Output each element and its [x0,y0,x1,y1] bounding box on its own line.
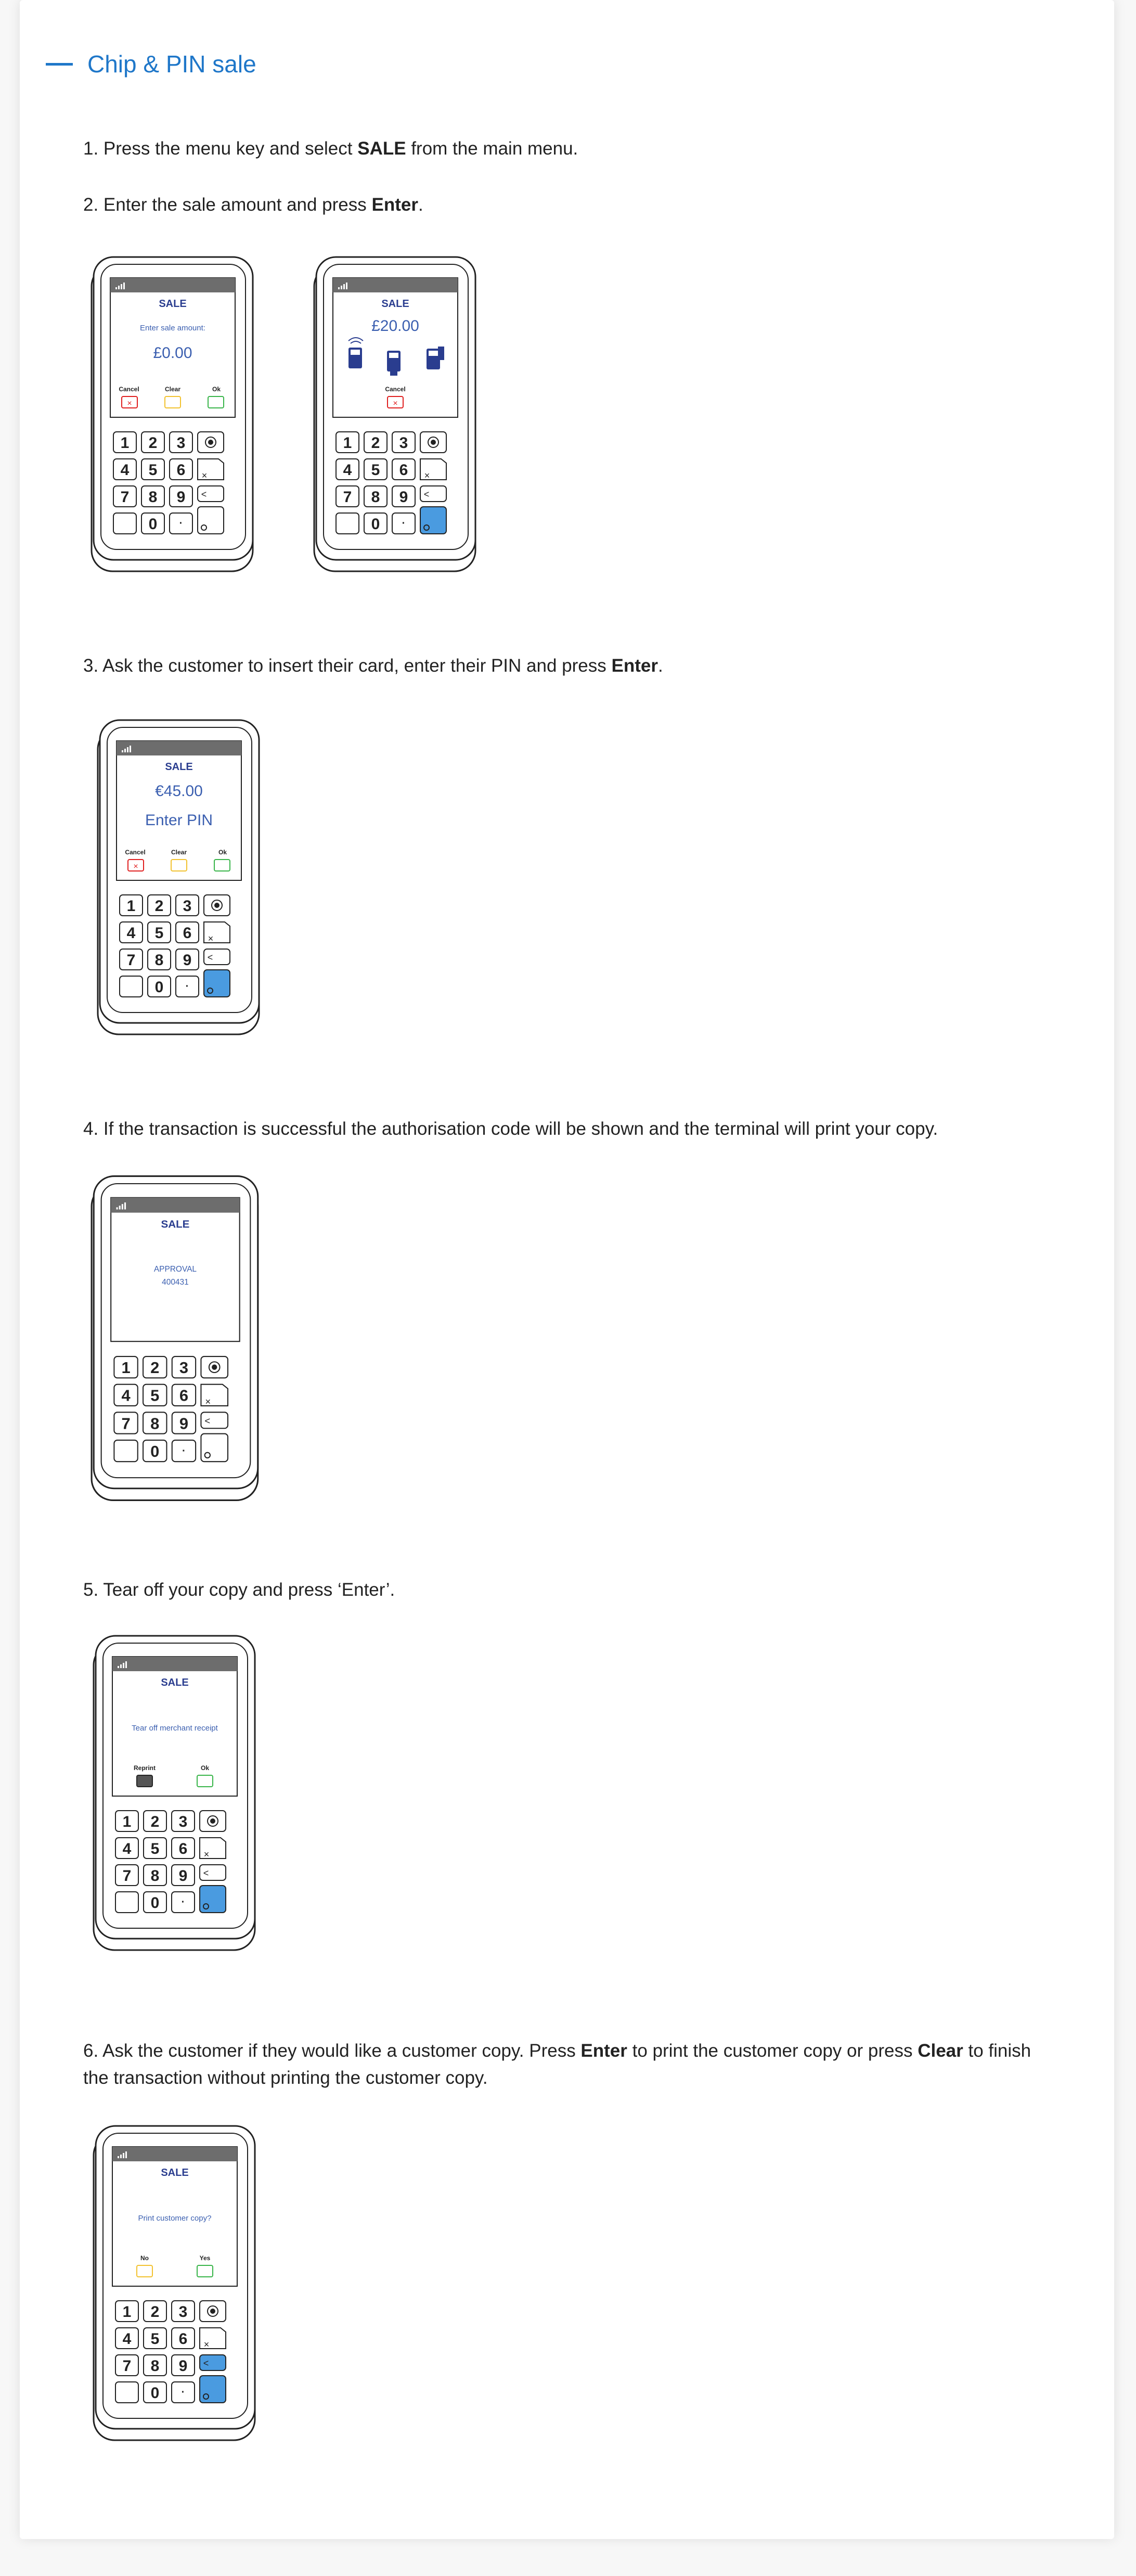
svg-text:1: 1 [343,434,352,452]
step-text: to print the customer copy or press [627,2041,918,2061]
softkey-label: Cancel [385,386,406,393]
svg-text:7: 7 [122,2357,132,2375]
svg-text:7: 7 [343,489,352,506]
terminal-approval [91,1174,262,1503]
svg-text:7: 7 [121,1414,131,1433]
step-emphasis: Clear [918,2041,963,2061]
svg-text:<: < [201,489,207,499]
svg-text:8: 8 [150,2357,160,2375]
softkey-label: Clear [171,849,187,856]
svg-text:0: 0 [154,979,164,996]
screen-amount: £0.00 [153,344,192,362]
svg-text:·: · [182,1444,186,1457]
svg-text:2: 2 [150,1813,160,1830]
svg-text:×: × [208,933,214,944]
svg-text:×: × [201,470,208,481]
svg-text:·: · [402,518,406,529]
heading-dash [46,63,73,66]
screen-title: SALE [165,761,193,773]
ok-softkey[interactable] [208,396,224,408]
screen-title: SALE [161,2167,189,2178]
svg-text:1: 1 [122,2303,132,2321]
step-emphasis: Enter [371,195,418,215]
svg-text:4: 4 [120,462,130,479]
svg-text:6: 6 [178,2330,188,2348]
svg-text:·: · [181,2387,185,2398]
svg-text:9: 9 [176,489,186,506]
svg-text:<: < [204,1415,211,1426]
step-2 [83,191,1061,219]
svg-text:7: 7 [126,952,136,969]
svg-text:2: 2 [371,434,380,452]
svg-text:7: 7 [122,1867,132,1885]
svg-text:2: 2 [148,434,158,452]
svg-text:8: 8 [150,1414,160,1433]
svg-text:4: 4 [122,2330,132,2348]
terminal-present-card [313,255,480,573]
content-card [20,0,1114,2539]
svg-text:6: 6 [183,925,192,942]
svg-text:9: 9 [178,1867,188,1885]
step-5 [83,1577,1061,1604]
svg-text:×: × [203,1849,210,1860]
svg-text:5: 5 [150,1386,160,1405]
step-text: 2. Enter the sale amount and press [83,195,372,215]
svg-text:·: · [181,1896,185,1908]
terminal-enter-pin [97,718,263,1036]
svg-text:6: 6 [178,1840,188,1857]
svg-text:9: 9 [399,489,408,506]
ok-softkey[interactable] [197,1775,213,1787]
step-text: . [418,195,423,215]
svg-text:·: · [185,981,189,992]
terminal-illustration [91,1174,262,1503]
ok-softkey[interactable] [214,860,230,871]
svg-text:<: < [203,2358,209,2368]
page-title: Chip & PIN sale [87,50,256,78]
softkey-label: Cancel [119,386,139,393]
screen-amount: €45.00 [155,783,203,800]
terminal-illustration [93,1634,259,1952]
softkey-label: Ok [212,386,221,393]
svg-text:2: 2 [150,2303,160,2321]
svg-text:5: 5 [150,2330,160,2348]
step-6 [83,2037,1061,2092]
step-4 [83,1116,1061,1143]
step-text: 4. If the transaction is successful the authorisation code will be shown and the terminal will print your copy. [83,1119,938,1139]
svg-text:5: 5 [154,925,164,942]
step-text: . [657,656,663,676]
terminal-illustration [91,255,257,573]
step-text: 6. Ask the customer if they would like a customer copy. Press [83,2041,581,2061]
screen-title: SALE [159,298,187,310]
step-text: 1. Press the menu key and select [83,138,358,159]
svg-text:<: < [423,489,430,499]
svg-text:2: 2 [150,1359,160,1377]
svg-text:0: 0 [148,516,158,533]
svg-text:3: 3 [176,434,186,452]
svg-text:0: 0 [371,516,380,533]
svg-text:0: 0 [150,1442,160,1460]
screen-amount: £20.00 [371,317,419,335]
step-text: to finish the transaction without printing the customer copy. [83,2041,1031,2088]
svg-text:×: × [203,2339,210,2350]
svg-text:4: 4 [343,462,352,479]
svg-text:3: 3 [183,898,192,915]
softkey-label: Yes [199,2254,211,2262]
softkey-label: Clear [164,386,181,393]
step-1 [83,135,1061,162]
svg-text:9: 9 [178,2357,188,2375]
svg-text:×: × [205,1395,211,1407]
svg-text:×: × [393,399,398,408]
svg-text:×: × [424,470,430,481]
terminal-illustration [97,718,263,1036]
screen-prompt: Enter PIN [145,812,213,829]
svg-text:5: 5 [150,1840,160,1857]
step-3 [83,652,1061,680]
svg-text:4: 4 [126,925,136,942]
svg-text:0: 0 [150,2385,160,2402]
yes-softkey[interactable] [197,2265,213,2277]
softkey-label: Ok [218,849,227,856]
step-text: 5. Tear off your copy and press ‘Enter’. [83,1580,395,1600]
step-emphasis: Enter [580,2041,627,2061]
svg-text:1: 1 [126,898,136,915]
terminal-enter-amount [91,255,257,573]
card-terminal-icon [348,348,362,368]
svg-text:8: 8 [150,1867,160,1885]
no-softkey[interactable] [137,2265,152,2277]
svg-text:4: 4 [122,1840,132,1857]
reprint-softkey[interactable] [137,1775,152,1787]
softkey-label: Reprint [134,1764,156,1772]
svg-text:1: 1 [121,1359,131,1377]
authorisation-code: 400431 [162,1277,189,1287]
step-text: from the main menu. [406,138,578,159]
screen-prompt: Enter sale amount: [140,324,205,332]
svg-text:8: 8 [154,952,164,969]
screen-prompt: Print customer copy? [138,2214,212,2223]
terminal-customer-copy [93,2124,259,2442]
svg-text:×: × [133,862,138,871]
softkey-label: Cancel [125,849,146,856]
softkey-label: Ok [200,1764,210,1772]
svg-text:1: 1 [122,1813,132,1830]
section-heading [46,50,256,78]
svg-text:6: 6 [399,462,408,479]
terminal-illustration [93,2124,259,2442]
svg-text:3: 3 [178,2303,188,2321]
svg-text:9: 9 [179,1414,189,1433]
svg-text:×: × [127,399,132,408]
terminal-illustration [313,255,480,573]
svg-text:3: 3 [399,434,408,452]
approval-label: APPROVAL [153,1265,197,1274]
svg-text:8: 8 [371,489,380,506]
svg-text:·: · [179,518,183,529]
svg-text:7: 7 [120,489,130,506]
svg-text:<: < [207,952,213,963]
screen-title: SALE [161,1677,189,1688]
svg-text:5: 5 [371,462,380,479]
screen-prompt: Tear off merchant receipt [132,1724,218,1733]
svg-text:4: 4 [121,1386,131,1405]
clear-softkey[interactable] [165,396,180,408]
svg-text:2: 2 [154,898,164,915]
svg-text:3: 3 [179,1359,189,1377]
step-emphasis: SALE [357,138,406,159]
svg-text:6: 6 [179,1386,189,1405]
screen-title: SALE [381,298,409,310]
svg-text:1: 1 [120,434,130,452]
step-text: 3. Ask the customer to insert their card, enter their PIN and press [83,656,612,676]
svg-text:6: 6 [176,462,186,479]
svg-text:8: 8 [148,489,158,506]
svg-text:<: < [203,1868,209,1878]
clear-softkey[interactable] [171,860,187,871]
softkey-label: No [140,2254,149,2262]
step-emphasis: Enter [611,656,658,676]
screen-title: SALE [161,1218,190,1231]
svg-text:0: 0 [150,1894,160,1912]
svg-text:3: 3 [178,1813,188,1830]
terminal-tear-receipt [93,1634,259,1952]
svg-text:5: 5 [148,462,158,479]
svg-text:9: 9 [183,952,192,969]
